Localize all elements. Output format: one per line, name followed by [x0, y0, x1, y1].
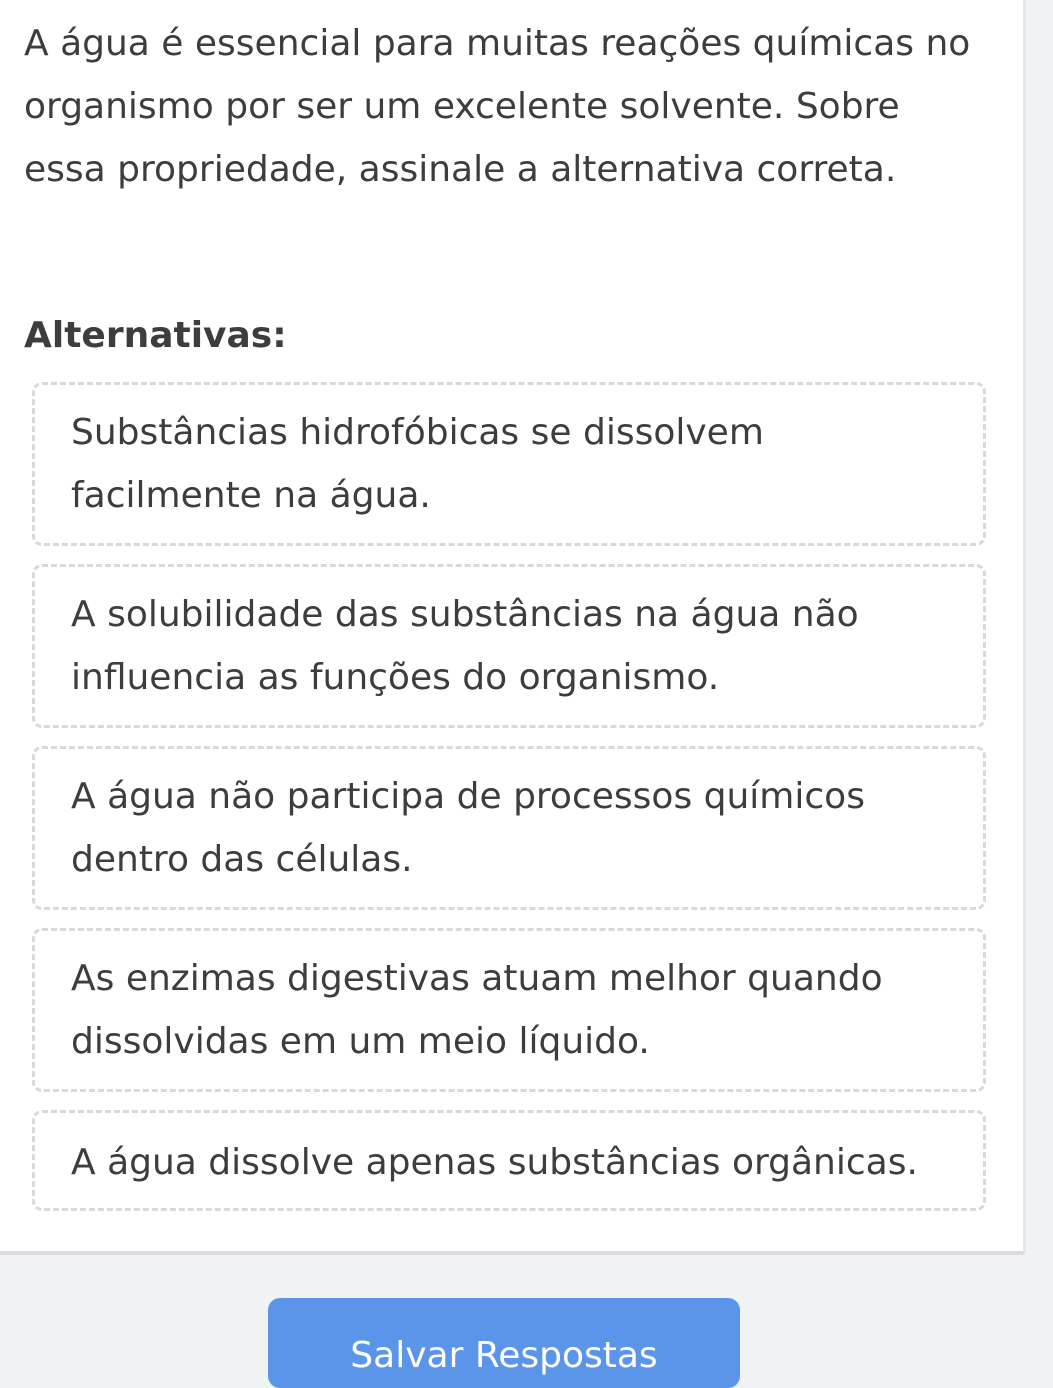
alternative-option[interactable] [32, 564, 986, 728]
alternative-label: A solubilidade das substâncias na água não influencia as funções do organismo. [71, 594, 859, 698]
question-text: A água é essencial para muitas reações químicas no organismo por ser um excelente solvente. Sobre essa propriedade, assinale a alternativa correta. [24, 23, 971, 190]
alternatives-heading: Alternativas: [24, 315, 287, 356]
alternative-option[interactable] [32, 746, 986, 910]
alternative-label: As enzimas digestivas atuam melhor quando dissolvidas em um meio líquido. [71, 958, 883, 1062]
alternative-label: Substâncias hidrofóbicas se dissolvem facilmente na água. [71, 412, 764, 516]
save-answers-button[interactable]: Salvar Respostas [268, 1298, 740, 1388]
alternative-option[interactable] [32, 928, 986, 1092]
alternative-option[interactable] [32, 1110, 986, 1211]
alternative-label: A água não participa de processos químicos dentro das células. [71, 776, 865, 880]
alternative-label: A água dissolve apenas substâncias orgânicas. [71, 1142, 918, 1183]
alternative-option[interactable] [32, 382, 986, 546]
alternatives-list [32, 382, 986, 1229]
